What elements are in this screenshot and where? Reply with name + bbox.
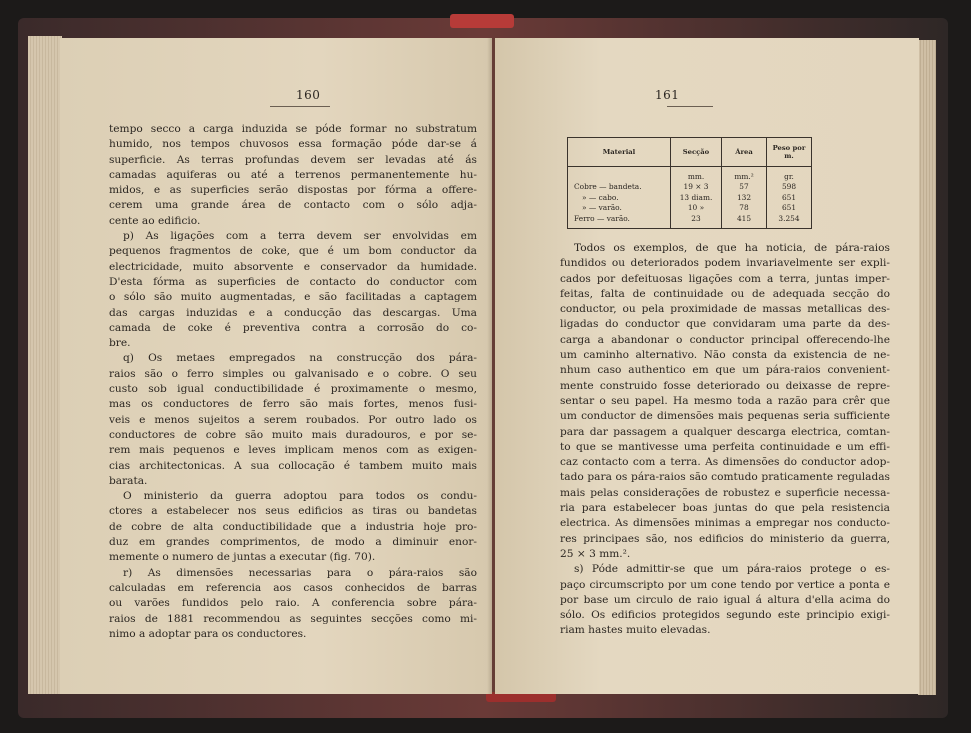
table-row <box>568 182 812 193</box>
table-cell: » — cabo. <box>568 192 671 203</box>
text-line: midos, e as superficies serão dispostas por fórma a offere- <box>109 184 477 197</box>
text-line: veis e menos sujeitos a serem roubados. Por outro lado os <box>109 413 477 426</box>
table-cell: 19 × 3 <box>671 182 722 193</box>
conductor-sections-table <box>567 137 812 229</box>
right-page-body <box>560 241 890 639</box>
text-line: riam hastes muito elevadas. <box>560 624 711 637</box>
right-page <box>495 38 919 694</box>
text-line: mas os conductores de ferro são mais fortes, menos fusi- <box>109 398 477 411</box>
text-line: cados por defeituosas ligações com a terra, juntas imper- <box>560 272 890 285</box>
text-line: mais pelas considerações de robustez e superficie necessa- <box>560 486 890 499</box>
text-line: feitas, falta de continuidade ou de adequada secção do <box>560 287 890 300</box>
text-line: memente o numero de juntas a executar (fig. 70). <box>109 551 376 564</box>
text-line: fundidos ou deteriorados podem invariavelmente ser expli- <box>560 257 890 270</box>
text-line: um caminho alternativo. Não consta da existencia de ne- <box>560 349 890 362</box>
table-cell: 415 <box>722 213 767 228</box>
text-line: por base um circulo de raio igual á altura d'ella acima do <box>560 593 890 606</box>
table-header-area: Área <box>722 138 767 167</box>
table-cell: 598 <box>767 182 812 193</box>
text-line: custo sob igual conductibilidade é proximamente o mesmo, <box>109 383 477 396</box>
table-cell: 78 <box>722 203 767 214</box>
text-line: para dar passagem a qualquer descarga electrica, comtan- <box>560 425 890 438</box>
text-line: electricidade, muito absorvente e conservador da humidade. <box>109 260 477 273</box>
text-line: carga a abandonar o conductor principal offerecendo-lhe <box>560 333 890 346</box>
table-header-row <box>568 138 812 167</box>
table-cell: » — varão. <box>568 203 671 214</box>
text-line: tado para os pára-raios são comtudo praticamente reguladas <box>560 471 890 484</box>
table-header-weight: Peso por m. <box>767 138 812 167</box>
table-cell: Cobre — bandeta. <box>568 182 671 193</box>
table-cell: gr. <box>767 167 812 182</box>
table-cell: 23 <box>671 213 722 228</box>
text-line: ctores a estabelecer nos seus edificios as tiras ou bandetas <box>109 505 477 518</box>
text-line: o sólo são muito augmentadas, e são facilitadas a captagem <box>109 291 477 304</box>
text-line: um conductor de dimensões mais pequenas seria sufficiente <box>560 410 890 423</box>
left-header-rule <box>270 106 330 107</box>
text-line: D'esta fórma as superficies de contacto do conductor com <box>109 275 477 288</box>
table-header-material: Material <box>568 138 671 167</box>
table-cell: 651 <box>767 203 812 214</box>
text-line: 25 × 3 mm.². <box>560 547 631 560</box>
text-line: to que se mantivesse uma perfeita continuidade e um effi- <box>560 440 890 453</box>
text-line: raios são o ferro simples ou galvanisado e o cobre. O seu <box>109 367 477 380</box>
text-line: s) Póde admittir-se que um pára-raios protege o es- <box>574 563 890 576</box>
text-line: Todos os exemplos, de que ha noticia, de pára-raios <box>574 242 890 254</box>
table-row <box>568 192 812 203</box>
text-line: res principaes são, nos edificios do ministerio da guerra, <box>560 532 890 545</box>
text-line: cias architectonicas. A sua collocação é tambem muito mais <box>109 459 477 472</box>
text-line: ria para estabelecer boas juntas do que pela resistencia <box>560 502 890 515</box>
text-line: r) As dimensões necessarias para o pára-raios são <box>123 566 477 579</box>
table-cell: 3.254 <box>767 213 812 228</box>
text-line: conductores de cobre são muito mais duradouros, e por se- <box>109 428 477 441</box>
table-cell: mm. <box>671 167 722 182</box>
page-edges-right <box>918 40 936 695</box>
text-line: humido, nos tempos chuvosos essa formação póde dar-se á <box>109 138 477 151</box>
text-line: caz contacto com a terra. As dimensões do conductor adop- <box>560 456 890 469</box>
text-line: camada de coke é preventiva contra a corrosão do co- <box>109 321 477 334</box>
text-line: calculadas em referencia aos casos conhecidos de barras <box>109 581 477 594</box>
text-line: sentar o seu papel. Ha mesmo toda a razão para crêr que <box>560 394 890 407</box>
left-page-number: 160 <box>296 88 321 102</box>
table-cell: Ferro — varão. <box>568 213 671 228</box>
text-line: cente ao edificio. <box>109 214 201 227</box>
table-cell <box>568 167 671 182</box>
text-line: ou varões fundidos pelo raio. A conferencia sobre pára- <box>109 597 477 610</box>
right-page-number: 161 <box>655 88 680 102</box>
text-line: bre. <box>109 337 131 350</box>
text-line: barata. <box>109 474 148 487</box>
table-header-section: Secção <box>671 138 722 167</box>
text-line: ligadas do conductor que convidaram uma parte da des- <box>560 318 890 331</box>
text-line: pequenos fragmentos de coke, que é um bom conductor da <box>109 245 477 258</box>
text-line: electrica. As dimensões minimas a empregar nos conducto- <box>560 517 890 530</box>
text-line: camadas aquiferas ou até a terrenos permanentemente hu- <box>109 168 477 181</box>
text-line: das cargas induzidas e a conducção das descargas. Uma <box>109 306 477 319</box>
page-edges-left <box>28 36 62 694</box>
table-row <box>568 213 812 228</box>
text-line: O ministerio da guerra adoptou para todos os condu- <box>123 490 477 503</box>
text-line: tempo secco a carga induzida se póde formar no substratum <box>109 123 477 135</box>
text-line: q) Os metaes empregados na construcção dos pára- <box>123 352 477 365</box>
text-line: nhum caso authentico em que um pára-raios convenient- <box>560 364 890 377</box>
table-cell: mm.² <box>722 167 767 182</box>
left-page <box>60 38 492 694</box>
text-line: conductor, ou pela proximidade de massas metallicas des- <box>560 303 890 316</box>
text-line: superficie. As terras profundas devem ser levadas até ás <box>109 153 477 166</box>
text-line: cerem uma grande área de contacto com o sólo adja- <box>109 199 477 212</box>
text-line: duz em grandes comprimentos, de modo a diminuir enor- <box>109 536 477 549</box>
table-cell: 57 <box>722 182 767 193</box>
text-line: nimo a adoptar para os conductores. <box>109 627 307 640</box>
table-cell: 10 » <box>671 203 722 214</box>
book-spine-top <box>450 14 514 28</box>
text-line: de cobre de alta conductibilidade que a industria hoje pro- <box>109 520 477 533</box>
text-line: raios de 1881 recommendou as seguintes secções como mi- <box>109 612 477 625</box>
table-cell: 651 <box>767 192 812 203</box>
text-line: p) As ligações com a terra devem ser envolvidas em <box>123 230 477 243</box>
text-line: mente construido fosse deteriorado ou deixasse de repre- <box>560 379 890 392</box>
left-page-body <box>109 122 477 642</box>
table-cell: 13 diam. <box>671 192 722 203</box>
right-header-rule <box>667 106 713 107</box>
text-line: paço circumscripto por um cone tendo por vertice a ponta e <box>560 578 890 591</box>
text-line: sólo. Os edificios protegidos segundo este principio exigi- <box>560 609 890 622</box>
table-cell: 132 <box>722 192 767 203</box>
table-units-row <box>568 167 812 182</box>
table-row <box>568 203 812 214</box>
text-line: rem mais pequenos e leves implicam menos com as exigen- <box>109 444 477 457</box>
